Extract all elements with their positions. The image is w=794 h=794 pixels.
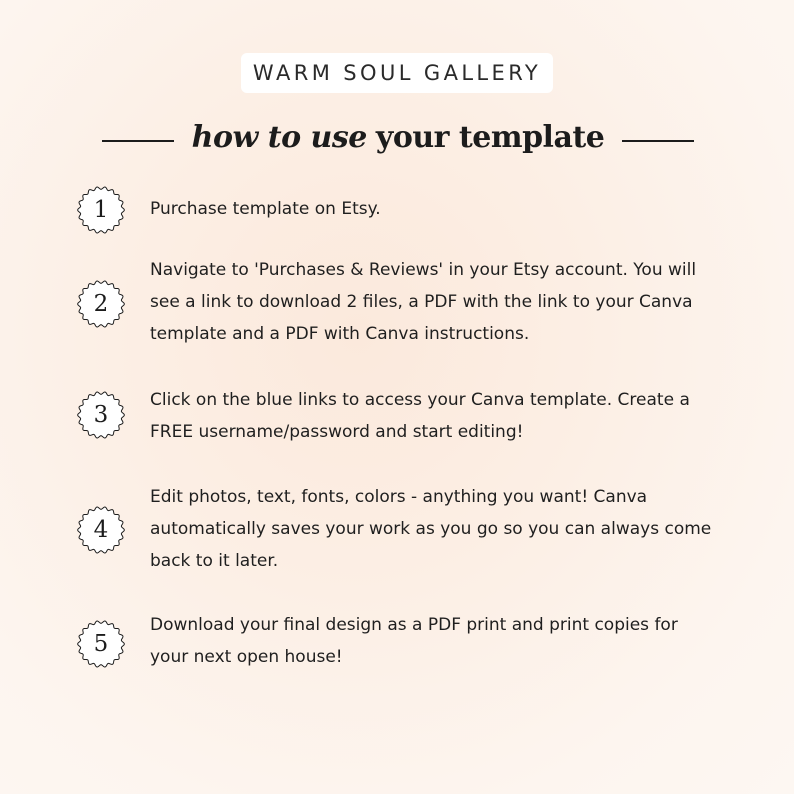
brand-name: WARM SOUL GALLERY — [252, 61, 542, 85]
title-divider-right — [622, 140, 694, 142]
step-text: Download your final design as a PDF print and print copies for your next open house! — [150, 615, 678, 667]
step-number-badge — [76, 505, 126, 555]
step-text: Purchase template on Etsy. — [150, 199, 381, 219]
title-divider-left — [102, 140, 174, 142]
step-number: 1 — [93, 197, 109, 223]
step-number-badge — [76, 390, 126, 440]
step-text: Edit photos, text, fonts, colors - anything you want! Canva automatically saves your work as you go so you can always come back to it later. — [150, 487, 712, 571]
page-title — [180, 116, 616, 160]
page-title-emphasis: how to use — [191, 120, 367, 155]
step-number-badge — [76, 185, 126, 235]
page-title-rest: your template — [375, 120, 605, 155]
step-text: Navigate to 'Purchases & Reviews' in your Etsy account. You will see a link to download 2 files, a PDF with the link to your Canva template and a PDF with Canva instructions. — [150, 260, 697, 344]
page-title-row — [0, 112, 794, 168]
step-number: 5 — [93, 631, 109, 657]
step-number-badge — [76, 619, 126, 669]
step-number: 2 — [93, 291, 109, 317]
brand-label-box — [241, 53, 553, 93]
step-number-badge — [76, 279, 126, 329]
step-number: 3 — [93, 402, 109, 428]
step-number: 4 — [93, 517, 109, 543]
step-text: Click on the blue links to access your Canva template. Create a FREE username/password and start editing! — [150, 390, 690, 442]
